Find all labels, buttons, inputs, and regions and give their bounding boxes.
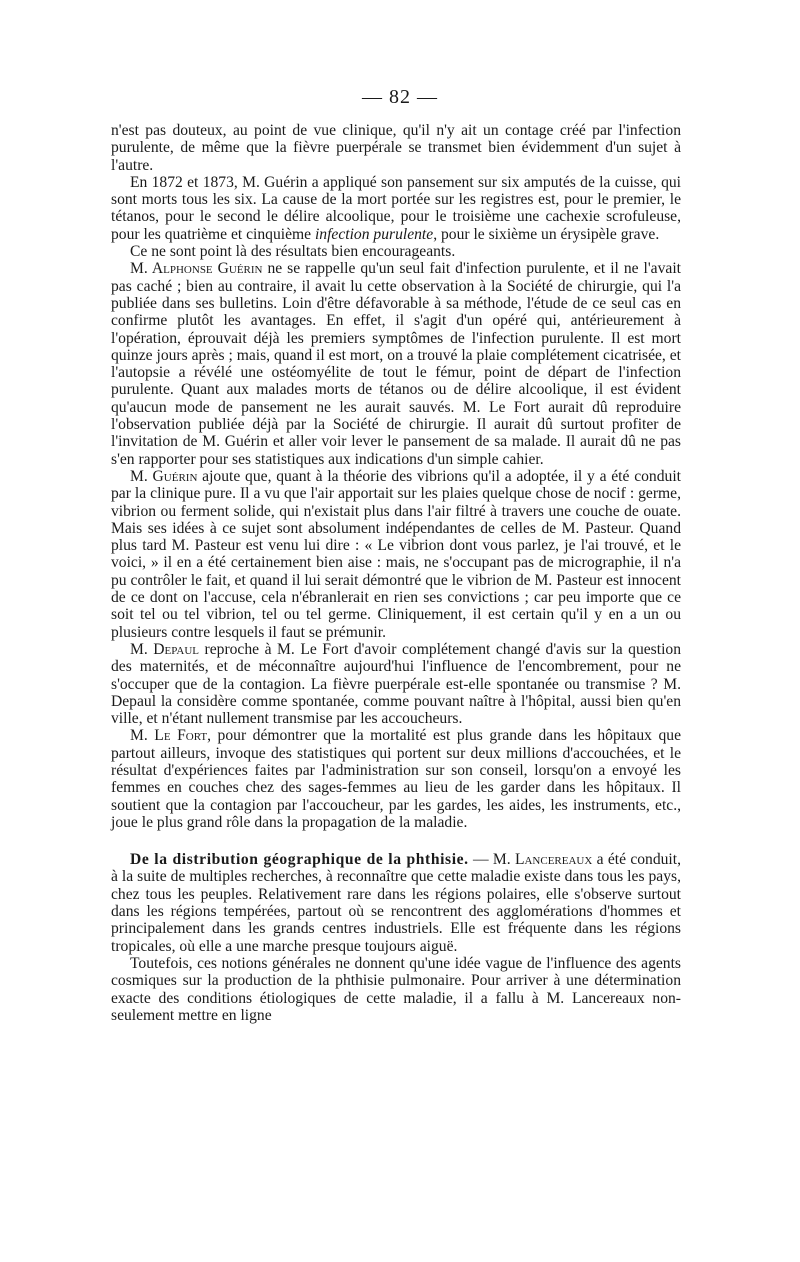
body-text	[111, 122, 681, 1024]
paragraph-7	[111, 727, 681, 831]
paragraph-7-text: , pour démontrer que la mortalité est plus grande dans les hôpitaux que partout ailleurs, invoque des statistiques qui portent sur deux millions d'accouchées, et le résultat d'expériences faites par l'administration sur son conseil, lorsqu'on a envoyé les femmes en couches chez des sages-femmes au lieu de les garder dans les hôpitaux. Il soutient que la contagion par l'accoucheur, par les gardes, les aides, les instruments, etc., joue le plus grand rôle dans la propagation de la maladie.	[111, 727, 681, 831]
paragraph-5	[111, 468, 681, 641]
section-title: De la distribution géographique de la phthisie.	[130, 851, 469, 869]
paragraph-5-text: ajoute que, quant à la théorie des vibrions qu'il a adoptée, il y a été conduit par la clinique pure. Il a vu que l'air apportait sur les plaies quelque chose de nocif : germe, vibrion ou ferment solide, qui n'existait plus dans l'air filtré à travers une couche de ouate. Mais ses idées à ce sujet sont absolument indépendantes de celles de M. Pasteur. Quand plus tard M. Pasteur est venu lui dire : « Le vibrion dont vous parlez, je l'ai trouvé, et le voici, » il en a été certainement bien aise : mais, ne s'occupant pas de micrographie, il n'a pu contrôler le fait, et quand il lui serait démontré que le vibrion de M. Pasteur est innocent de ce dont on l'accuse, cela n'ébranlerait en rien ses convictions ; car peu importe que ce soit tel ou tel vibrion, tel ou tel germe. Cliniquement, il est certain qu'il y en a un ou plusieurs contre lesquels il faut se prémunir.	[111, 467, 681, 641]
paragraph-6-text: reproche à M. Le Fort d'avoir complétement changé d'avis sur la question des maternités, et de méconnaître aujourd'hui l'influence de l'encombrement, pour ne s'occuper que de la contagion. La fièvre puerpérale est-elle spontanée ou transmise ? M. Depaul la considère comme spontanée, comme pouvant naître à l'hôpital, aussi bien qu'en ville, et n'étant nullement transmise par les accoucheurs.	[111, 640, 682, 728]
italic-phrase: infection purulente	[314, 225, 434, 243]
paragraph-1: n'est pas douteux, au point de vue clinique, qu'il n'y ait un contage créé par l'infection purulente, de même que la fièvre puerpérale se transmet bien évidemment d'un sujet à l'autre.	[111, 122, 681, 174]
paragraph-4-text: ne se rappelle qu'un seul fait d'infection purulente, et il ne l'avait pas caché ; bien au contraire, il avait lu cette observation à la Société de chirurgie, qui l'a publiée dans ses bulletins. Loin d'être défavorable à sa méthode, l'étude de ce seul cas en confirme plutôt les avantages. En effet, il s'agit d'un opéré qui, antérieurement à l'opération, éprouvait déjà les premiers symptômes de l'infection purulente. Il est mort quinze jours après ; mais, quand il est mort, on a trouvé la plaie complétement cicatrisée, et l'autopsie a révélé une ostéomyélite de tout le fémur, point de départ de l'infection purulente. Quant aux malades morts de tétanos ou de délire alcoolique, il est évident qu'aucun mode de pansement ne les aurait sauvés. M. Le Fort aurait dû reproduire l'observation publiée déjà par la Société de chirurgie. Il aurait dû surtout profiter de l'invitation de M. Guérin et aller voir lever le pansement de sa malade. Il aurait dû ne pas s'en rapporter pour ses statistiques aux indications d'un simple cahier.	[111, 260, 681, 468]
page-number: — 82 —	[362, 86, 438, 108]
speaker-name: M. Lancereaux	[492, 851, 593, 869]
paragraph-4	[111, 260, 681, 468]
section-paragraph	[111, 851, 681, 955]
speaker-name: M. Le Fort	[130, 727, 208, 745]
section-paragraph-text: a été conduit, à la suite de multiples recherches, à reconnaître que cette maladie existe dans tous les pays, chez tous les peuples. Relativement rare dans les régions polaires, elle s'observe surtout dans les régions tempérées, partout où se rencontrent des agglomérations d'hommes et principalement dans les grands centres industriels. Elle est fréquente dans les régions tropicales, où elle a une marche presque toujours aiguë.	[111, 851, 681, 955]
paragraph-2	[111, 174, 681, 243]
speaker-name: M. Depaul	[130, 640, 199, 658]
paragraph-final: Toutefois, ces notions générales ne donnent qu'une idée vague de l'influence des agents cosmiques sur la production de la phthisie pulmonaire. Pour arriver à une détermination exacte des conditions étiologiques de cette maladie, il a fallu à M. Lancereaux non-seulement mettre en ligne	[111, 954, 681, 1024]
paragraph-3: Ce ne sont point là des résultats bien encourageants.	[130, 243, 456, 261]
section-spacer	[111, 831, 681, 851]
paragraph-2-text-end: , pour le sixième un érysipèle grave.	[433, 225, 660, 243]
section-dash: —	[468, 851, 493, 869]
speaker-name: M. Guérin	[130, 467, 198, 485]
paragraph-6	[111, 641, 681, 727]
paragraph-2-text: En 1872 et 1873, M. Guérin a appliqué son pansement sur six amputés de la cuisse, qui sont morts tous les six. La cause de la mort portée sur les registres est, pour le premier, le tétanos, pour le second le délire alcoolique, pour le troisième une cachexie scrofuleuse, pour les quatrième et cinquième	[111, 173, 681, 243]
speaker-name: M. Alphonse Guérin	[130, 260, 263, 278]
